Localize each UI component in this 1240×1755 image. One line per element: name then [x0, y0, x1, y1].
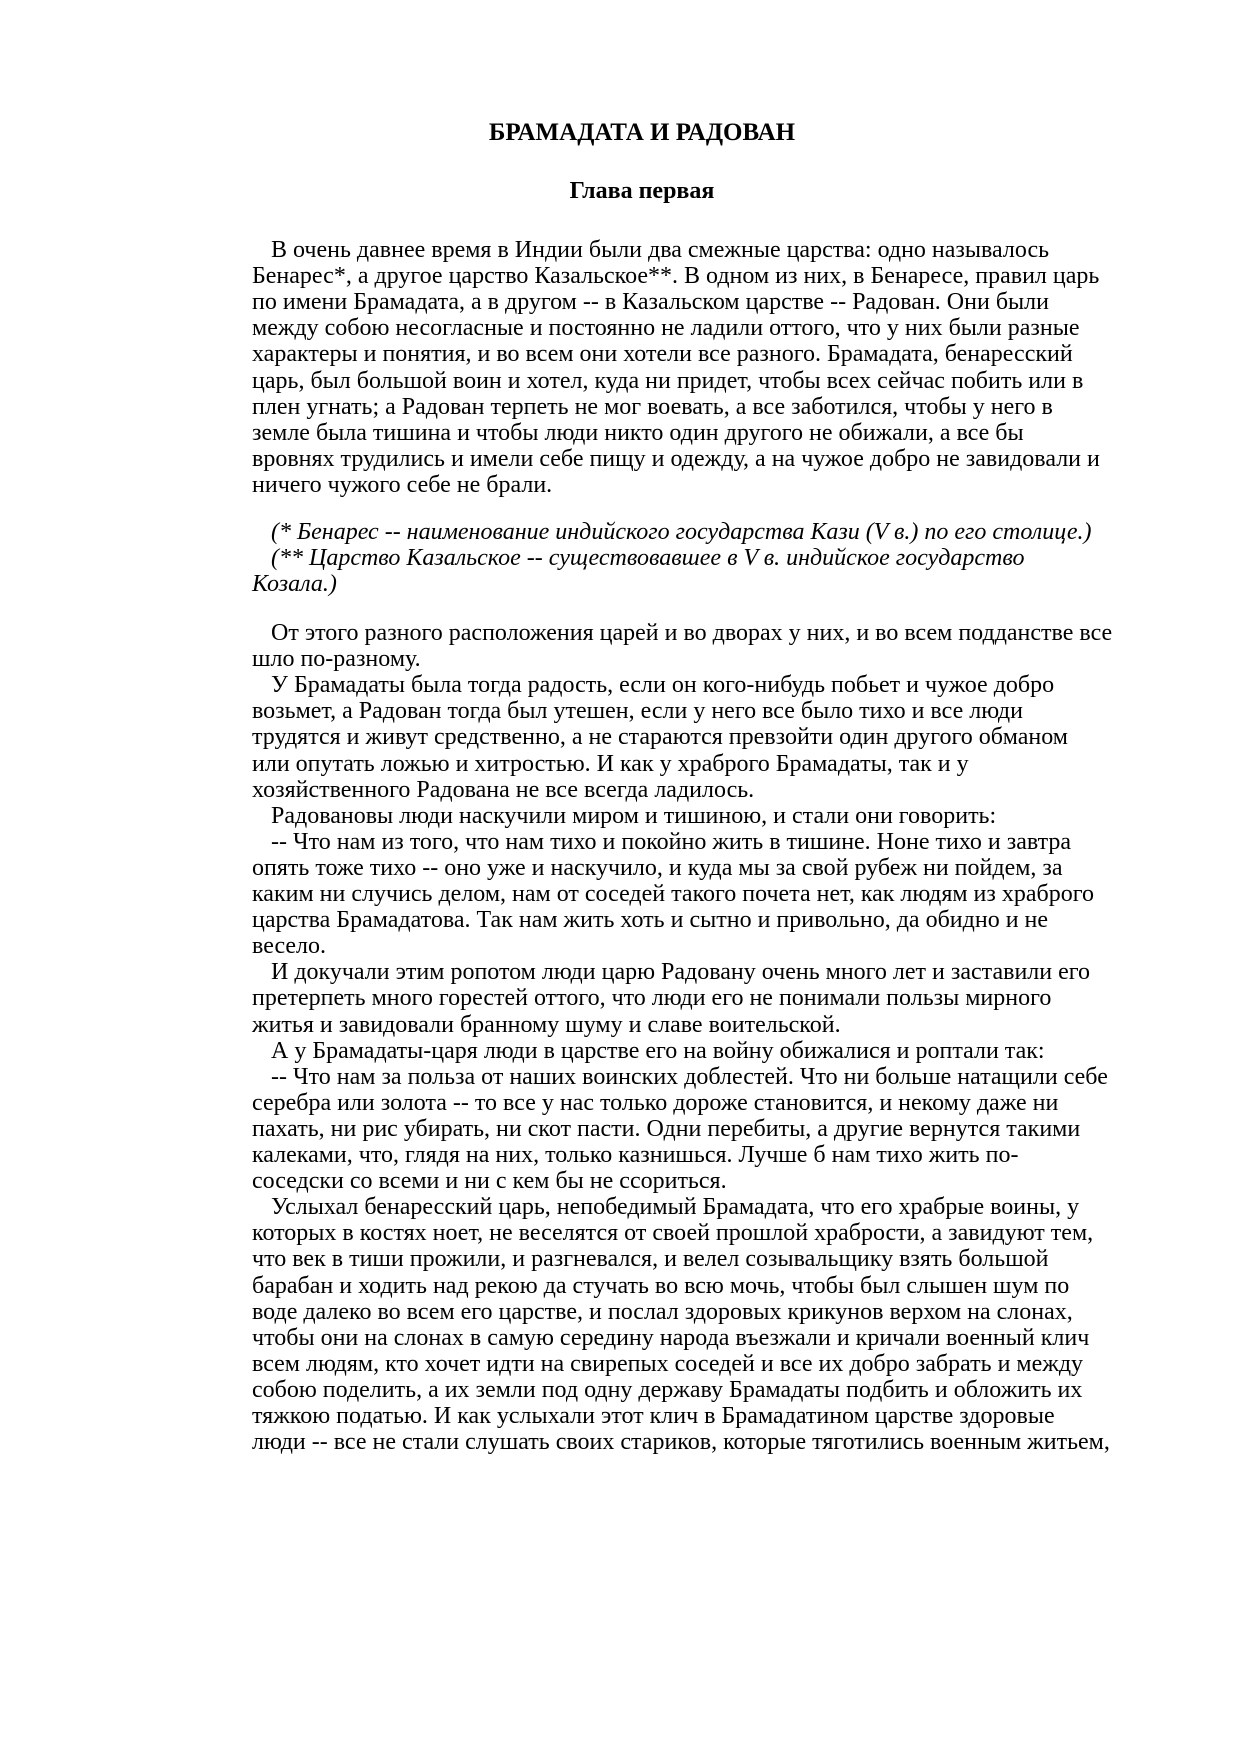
- text-line: царства Брамадатова. Так нам жить хоть и сытно и привольно, да обидно и не: [252, 907, 1049, 933]
- text-line: по имени Брамадата, а в другом -- в Казальском царстве -- Радован. Они были: [252, 289, 1049, 315]
- footnote-line: Козала.): [252, 571, 337, 597]
- text-line: чтобы они на слонах в самую середину народа въезжали и кричали военный клич: [252, 1325, 1090, 1351]
- text-line: -- Что нам из того, что нам тихо и покойно жить в тишине. Ноне тихо и завтра: [271, 829, 1072, 855]
- document-title: БРАМАДАТА И РАДОВАН: [488, 119, 796, 146]
- text-line: трудятся и живут средственно, а не стараются превзойти один другого обманом: [252, 724, 1068, 750]
- text-line: претерпеть много горестей оттого, что люди его не понимали пользы мирного: [252, 985, 1052, 1011]
- text-line: возьмет, а Радован тогда был утешен, если у него все было тихо и все люди: [252, 698, 1023, 724]
- text-line: плен угнать; а Радован терпеть не мог воевать, а все заботился, чтобы у него в: [252, 394, 1053, 420]
- text-line: вровнях трудились и имели себе пищу и одежду, а на чужое добро не завидовали и: [252, 446, 1100, 472]
- chapter-heading: Глава первая: [569, 178, 715, 204]
- footnote-line: (* Бенарес -- наименование индийского государства Кази (V в.) по его столице.): [271, 519, 1092, 545]
- text-line: серебра или золота -- то все у нас только дороже становится, и некому даже ни: [252, 1090, 1059, 1116]
- text-line: характеры и понятия, и во всем они хотели все разного. Брамадата, бенаресский: [252, 341, 1073, 367]
- text-line: От этого разного расположения царей и во дворах у них, и во всем подданстве все: [271, 620, 1113, 646]
- text-line: Услыхал бенаресский царь, непобедимый Брамадата, что его храбрые воины, у: [271, 1194, 1080, 1220]
- text-line: или опутать ложью и хитростью. И как у храброго Брамадаты, так и у: [252, 751, 969, 777]
- text-line: И докучали этим ропотом люди царю Радовану очень много лет и заставили его: [271, 959, 1090, 985]
- text-line: калеками, что, глядя на них, только казнишься. Лучше б нам тихо жить по-: [252, 1142, 1019, 1168]
- text-line: соседски со всеми и ни с кем бы не ссориться.: [252, 1168, 727, 1194]
- text-line: Бенарес*, а другое царство Казальское**. В одном из них, в Бенаресе, правил царь: [252, 263, 1100, 289]
- text-line: шло по-разному.: [252, 646, 421, 672]
- text-line: каким ни случись делом, нам от соседей такого почета нет, как людям из храброго: [252, 881, 1094, 907]
- text-line: В очень давнее время в Индии были два смежные царства: одно называлось: [271, 237, 1050, 263]
- text-line: А у Брамадаты-царя люди в царстве его на войну обижалися и роптали так:: [271, 1038, 1045, 1064]
- text-line: опять тоже тихо -- оно уже и наскучило, и куда мы за свой рубеж ни пойдем, за: [252, 855, 1063, 881]
- text-line: пахать, ни рис убирать, ни скот пасти. Одни перебиты, а другие вернутся такими: [252, 1116, 1081, 1142]
- text-line: земле была тишина и чтобы люди никто один другого не обижали, а все бы: [252, 420, 1024, 446]
- text-line: весело.: [252, 933, 327, 959]
- text-line: воде далеко во всем его царстве, и послал здоровых крикунов верхом на слонах,: [252, 1299, 1073, 1325]
- text-line: всем людям, кто хочет идти на свирепых соседей и все их добро забрать и между: [252, 1351, 1084, 1377]
- footnote-line: (** Царство Казальское -- существовавшее в V в. индийское государство: [271, 545, 1025, 571]
- text-line: -- Что нам за польза от наших воинских доблестей. Что ни больше натащили себе: [271, 1064, 1108, 1090]
- text-line: что век в тиши прожили, и разгневался, и велел созывальщику взять большой: [252, 1246, 1049, 1272]
- text-line: У Брамадаты была тогда радость, если он кого-нибудь побьет и чужое добро: [271, 672, 1055, 698]
- text-line: хозяйственного Радована не все всегда ладилось.: [252, 777, 755, 803]
- text-line: царь, был большой воин и хотел, куда ни придет, чтобы всех сейчас побить или в: [252, 368, 1084, 394]
- text-line: Радовановы люди наскучили миром и тишиною, и стали они говорить:: [271, 803, 997, 829]
- text-line: барабан и ходить над рекою да стучать во всю мочь, чтобы был слышен шум по: [252, 1273, 1070, 1299]
- text-line: житья и завидовали бранному шуму и славе воительской.: [252, 1012, 841, 1038]
- text-line: которых в костях ноет, не веселятся от своей прошлой храбрости, а завидуют тем,: [252, 1220, 1094, 1246]
- text-line: собою поделить, а их земли под одну державу Брамадаты подбить и обложить их: [252, 1377, 1083, 1403]
- text-line: ничего чужого себе не брали.: [252, 472, 553, 498]
- text-line: люди -- все не стали слушать своих стариков, которые тяготились военным житьем,: [252, 1429, 1110, 1455]
- text-line: тяжкою податью. И как услыхали этот клич в Брамадатином царстве здоровые: [252, 1403, 1055, 1429]
- text-line: между собою несогласные и постоянно не ладили оттого, что у них были разные: [252, 315, 1080, 341]
